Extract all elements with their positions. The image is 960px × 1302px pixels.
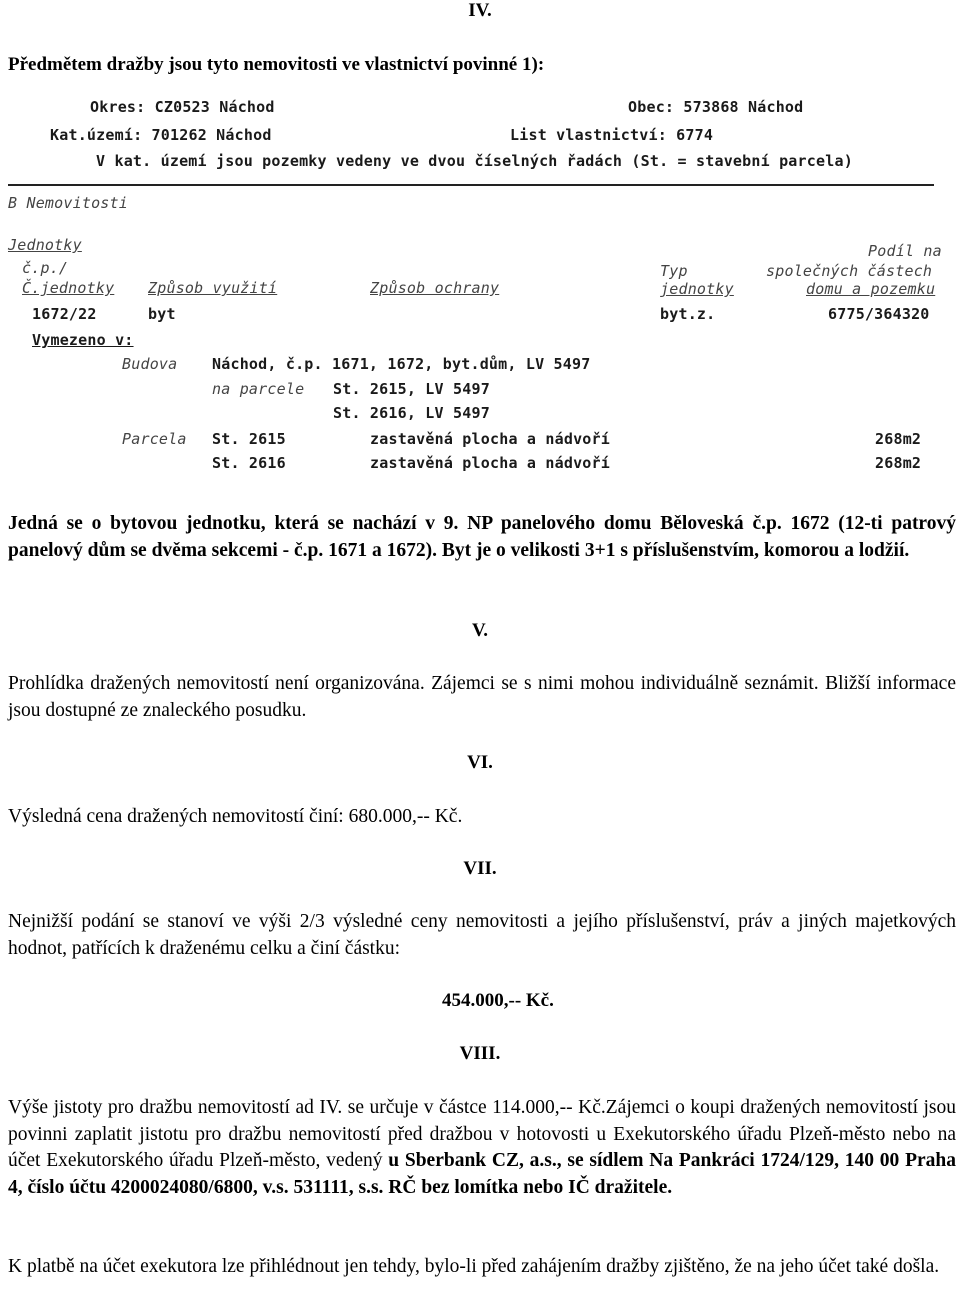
col-jednotky: Jednotky — [8, 236, 82, 254]
section-vi-text: Výsledná cena dražených nemovitostí činí: 680.000,-- Kč. — [8, 806, 463, 827]
extract-note: V kat. území jsou pozemky vedeny ve dvou číselných řadách (St. = stavební parcela) — [96, 152, 853, 170]
col-podil: Podíl na — [868, 242, 942, 260]
section-viii-final: K platbě na účet exekutora lze přihlédnout jen tehdy, bylo-li před zahájením dražby zjištěno, že na jeho účet také došla. — [8, 1256, 940, 1277]
col-jednotky-typ: jednotky — [660, 280, 734, 298]
budova-value: Náchod, č.p. 1671, 1672, byt.dům, LV 5497 — [212, 355, 591, 373]
section-v-heading: V. — [471, 620, 489, 641]
extract-section-title: B Nemovitosti — [8, 194, 128, 212]
unit-typ: byt.z. — [660, 305, 716, 323]
col-cp: č.p./ — [22, 259, 69, 277]
section-iv-heading: IV. — [468, 0, 492, 21]
okres-value: CZ0523 Náchod — [154, 98, 275, 116]
col-domu-pozemku: domu a pozemku — [806, 280, 936, 298]
section-vii-heading: VII. — [463, 858, 497, 879]
kat-uzemi-value: 701262 Náchod — [151, 126, 272, 144]
list-vlastnictvi-value: 6774 — [676, 126, 714, 144]
section-viii-text — [8, 1095, 956, 1201]
unit-id: 1672/22 — [32, 305, 97, 323]
col-typ: Typ — [660, 262, 688, 280]
col-c-jednotky: Č.jednotky — [22, 279, 115, 297]
parcel-id: St. 2615 — [212, 430, 286, 448]
col-zpusob-vyuziti: Způsob využití — [148, 279, 278, 297]
parcela-ref-2: St. 2616, LV 5497 — [333, 404, 490, 422]
deposit-text: Výše jistoty pro dražbu nemovitostí ad IV. se určuje v částce 114.000,-- Kč.Zájemci o koupi dražených nemovitostí jsou povinni zaplatit jistotu pro dražbu nemovitostí před dražbou v hotovosti u Exekutorského úřadu Plzeň-město nebo na účet Exekutorského úřadu Plzeň-město, vedený — [8, 1097, 956, 1171]
kat-uzemi-label: Kat.území: — [50, 126, 143, 144]
section-iv-intro: Předmětem dražby jsou tyto nemovitosti ve vlastnictví povinné 1): — [8, 54, 545, 75]
section-vi-heading: VI. — [467, 752, 493, 773]
parcel-id: St. 2616 — [212, 454, 286, 472]
parcel-area: 268m2 — [875, 430, 922, 448]
section-vii-text: Nejnižší podání se stanoví ve výši 2/3 výsledné ceny nemovitosti a jejího příslušenství, práv a jiných majetkových hodnot, patřících k draženému celku a činí částku: — [8, 911, 956, 959]
obec-value: 573868 Náchod — [683, 98, 804, 116]
section-iv-description: Jedná se o bytovou jednotku, která se nachází v 9. NP panelového domu Běloveská č.p. 1672 (12-ti patrový panelový dům se dvěma sekcemi - č.p. 1671 a 1672). Byt je o velikosti 3+1 s příslušenstvím, komorou a lodžií. — [8, 513, 956, 561]
parcel-area: 268m2 — [875, 454, 922, 472]
budova-label: Budova — [122, 355, 178, 373]
extract-divider — [8, 184, 934, 186]
parcel-desc: zastavěná plocha a nádvoří — [370, 430, 610, 448]
vymezeno-label: Vymezeno v: — [32, 331, 134, 349]
na-parcele-label: na parcele — [212, 380, 305, 398]
unit-vyuziti: byt — [148, 305, 176, 323]
col-zpusob-ochrany: Způsob ochrany — [370, 279, 500, 297]
minimum-bid-amount: 454.000,-- Kč. — [442, 990, 554, 1011]
unit-podil: 6775/364320 — [828, 305, 930, 323]
obec-label: Obec: — [628, 98, 675, 116]
col-spolecnych: společných částech — [766, 262, 933, 280]
bank-account-text: u Sberbank CZ, a.s., se sídlem Na Pankráci 1724/129, 140 00 Praha 4, číslo účtu 4200024080/6800, v.s. 531111, s.s. RČ bez lomítka nebo IČ dražitele. — [8, 1150, 956, 1198]
parcela-ref-1: St. 2615, LV 5497 — [333, 380, 490, 398]
section-viii-heading: VIII. — [459, 1043, 501, 1064]
parcel-desc: zastavěná plocha a nádvoří — [370, 454, 610, 472]
section-v-text: Prohlídka dražených nemovitostí není organizována. Zájemci se s nimi mohou individuálně seznámit. Bližší informace jsou dostupné ze znaleckého posudku. — [8, 673, 956, 721]
list-vlastnictvi-label: List vlastnictví: — [510, 126, 667, 144]
okres-label: Okres: — [90, 98, 146, 116]
parcela-label: Parcela — [122, 430, 187, 448]
